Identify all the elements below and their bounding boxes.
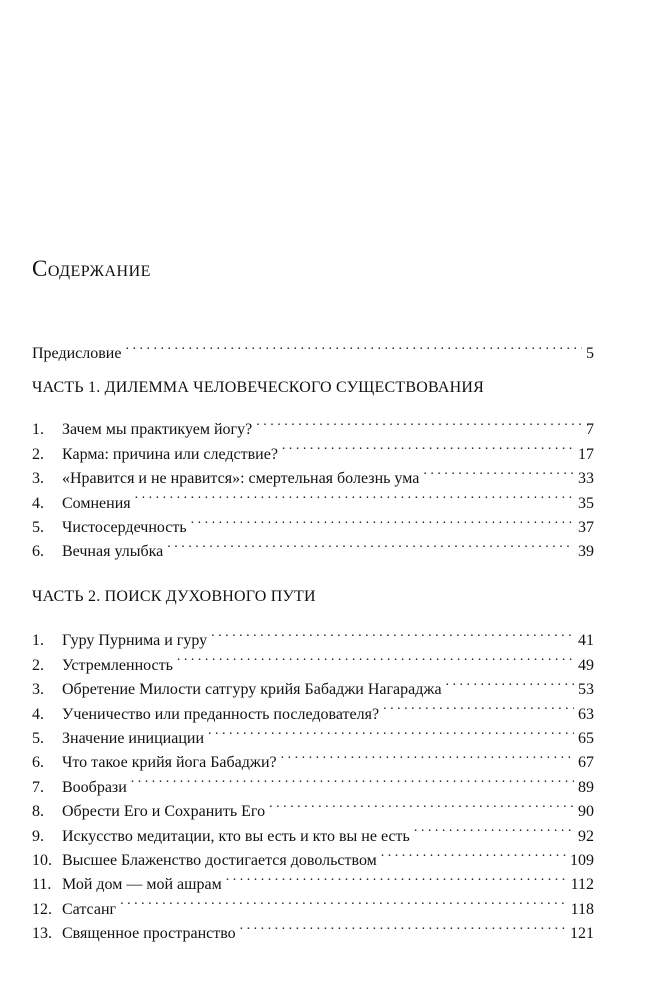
toc-entry-page: 41 <box>578 632 594 650</box>
toc-entry-title: Значение инициации <box>62 729 205 747</box>
toc-entry-title: Что такое крийя йога Бабаджи? <box>62 754 277 772</box>
toc-entry-number: 8. <box>32 803 44 821</box>
dot-leader <box>281 743 574 767</box>
toc-entry-number: 4. <box>32 494 44 512</box>
toc-entry-page: 65 <box>578 729 594 747</box>
toc-entry-number: 4. <box>32 705 44 723</box>
toc-entry-preface[interactable] <box>32 334 594 363</box>
preface-entry-list <box>32 334 594 363</box>
dot-leader <box>240 914 566 938</box>
dot-leader <box>211 621 574 645</box>
toc-entry-number: 12. <box>32 900 52 918</box>
part-2-chapter-list <box>32 621 594 943</box>
toc-entry-page: 90 <box>578 803 594 821</box>
toc-entry-number: 11. <box>32 876 52 894</box>
toc-entry[interactable] <box>32 410 594 439</box>
page-title: Содержание <box>32 256 151 281</box>
toc-entry-number: 1. <box>32 632 44 650</box>
dot-leader <box>414 816 574 840</box>
toc-entry-page: 53 <box>578 681 594 699</box>
toc-entry-number: 3. <box>32 681 44 699</box>
toc-entry-page: 17 <box>578 445 594 463</box>
toc-entry-title: Искусство медитации, кто вы есть и кто вы не есть <box>62 827 410 845</box>
toc-entry-title: Мой дом — мой ашрам <box>62 876 222 894</box>
toc-entry-number: 2. <box>32 656 44 674</box>
toc-entry-title: Карма: причина или следствие? <box>62 445 278 463</box>
toc-entry-title: Устремленность <box>62 656 173 674</box>
toc-entry-number: 7. <box>32 778 44 796</box>
dot-leader <box>282 434 574 458</box>
toc-entry-title: Вечная улыбка <box>62 543 164 561</box>
dot-leader <box>226 865 567 889</box>
toc-entry-title: Предисловие <box>32 345 122 363</box>
toc-entry-page: 109 <box>570 851 594 869</box>
toc-entry-title: Вообрази <box>62 778 127 796</box>
toc-entry-page: 39 <box>578 543 594 561</box>
toc-entry-number: 10. <box>32 851 52 869</box>
dot-leader <box>383 694 574 718</box>
toc-entry-page: 35 <box>578 494 594 512</box>
dot-leader <box>167 532 574 556</box>
dot-leader <box>446 670 574 694</box>
toc-entry-page: 118 <box>570 900 594 918</box>
toc-entry-page: 63 <box>578 705 594 723</box>
dot-leader <box>191 508 574 532</box>
toc-entry-page: 37 <box>578 518 594 536</box>
toc-entry-title: Сомнения <box>62 494 131 512</box>
dot-leader <box>120 889 567 913</box>
toc-entry-page: 5 <box>586 345 594 363</box>
toc-entry-number: 13. <box>32 925 52 943</box>
toc-entry-page: 92 <box>578 827 594 845</box>
toc-entry-number: 6. <box>32 543 44 561</box>
dot-leader <box>125 334 582 358</box>
toc-entry-number: 9. <box>32 827 44 845</box>
toc-entry-page: 49 <box>578 656 594 674</box>
toc-entry-number: 5. <box>32 518 44 536</box>
toc-entry-number: 5. <box>32 729 44 747</box>
toc-entry-title: Зачем мы практикуем йогу? <box>62 421 253 439</box>
toc-entry-title: Обретение Милости сатгуру крийя Бабаджи Нагараджа <box>62 681 442 699</box>
toc-entry-title: Сатсанг <box>62 900 117 918</box>
toc-entry-title: Чистосердечность <box>62 518 187 536</box>
toc-entry-title: «Нравится и не нравится»: смертельная болезнь ума <box>62 470 420 488</box>
part-1-heading: ЧАСТЬ 1. ДИЛЕММА ЧЕЛОВЕЧЕСКОГО СУЩЕСТВОВАНИЯ <box>32 379 484 396</box>
toc-entry-number: 2. <box>32 445 44 463</box>
toc-entry-title: Обрести Его и Сохранить Его <box>62 803 266 821</box>
dot-leader <box>423 459 574 483</box>
toc-entry-page: 33 <box>578 470 594 488</box>
dot-leader <box>256 410 582 434</box>
toc-entry-title: Священное пространство <box>62 925 236 943</box>
toc-entry-page: 67 <box>578 754 594 772</box>
toc-entry[interactable] <box>32 621 594 650</box>
dot-leader <box>208 719 574 743</box>
toc-entry-title: Высшее Блаженство достигается довольством <box>62 851 377 869</box>
toc-entry-number: 1. <box>32 421 44 439</box>
toc-entry-title: Ученичество или преданность последователя? <box>62 705 380 723</box>
part-2-heading: ЧАСТЬ 2. ПОИСК ДУХОВНОГО ПУТИ <box>32 588 316 605</box>
toc-entry[interactable] <box>32 914 594 943</box>
part-1-chapter-list <box>32 410 594 561</box>
dot-leader <box>131 767 574 791</box>
dot-leader <box>269 792 574 816</box>
toc-entry-page: 89 <box>578 778 594 796</box>
toc-entry-page: 112 <box>570 876 594 894</box>
toc-entry-title: Гуру Пурнима и гуру <box>62 632 208 650</box>
dot-leader <box>135 483 574 507</box>
toc-entry-page: 121 <box>570 925 594 943</box>
toc-entry-number: 6. <box>32 754 44 772</box>
dot-leader <box>177 645 574 669</box>
toc-entry-page: 7 <box>586 421 594 439</box>
dot-leader <box>381 841 566 865</box>
toc-entry-number: 3. <box>32 470 44 488</box>
